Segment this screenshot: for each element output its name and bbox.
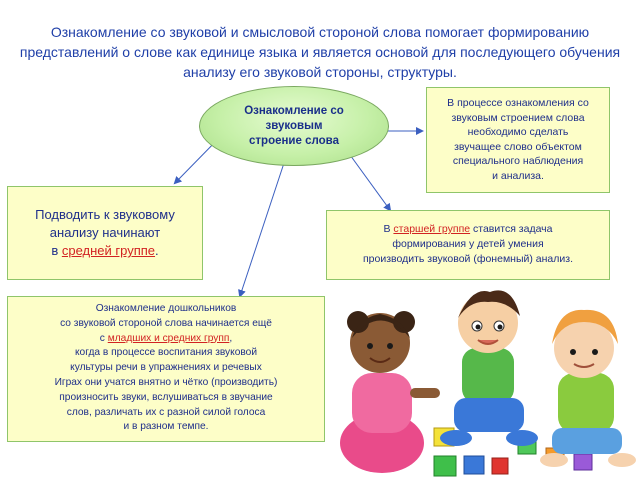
highlight-junior-groups: младших и средних групп bbox=[107, 332, 230, 344]
block-red bbox=[492, 458, 508, 474]
block-blue bbox=[464, 456, 484, 474]
highlight-senior-group: старшей группе bbox=[393, 223, 471, 235]
block-green-left bbox=[434, 456, 456, 476]
center-concept-text: Ознакомление со звуковым строение слова bbox=[244, 104, 344, 147]
arrow-to-bottom-box bbox=[240, 160, 285, 296]
boy-center-figure bbox=[440, 290, 538, 446]
boy-right-figure bbox=[540, 310, 636, 467]
block-purple bbox=[574, 454, 592, 470]
box-bottom: Ознакомление дошкольников со звуковой стороной слова начинается ещё с младших и средних групп, когда в процессе воспитания звуковой культуры речи в упражнениях и речевых Играх они учатся внятно и чётко (производить) произносить звуки, вслушиваться в звучание слов, различать их с разной силой голоса и в разном темпе. bbox=[7, 296, 325, 442]
box-right-top: В процессе ознакомления со звуковым строением слова необходимо сделать звучащее слово объектом специального наблюдения и анализа. bbox=[426, 87, 610, 193]
girl-figure bbox=[340, 311, 440, 473]
highlight-middle-group: средней группе bbox=[61, 243, 156, 258]
box-right-mid: В старшей группе ставится задача формирования у детей умения производить звуковой (фонемный) анализ. bbox=[326, 210, 610, 280]
children-playing-illustration bbox=[322, 278, 640, 480]
page-title: Ознакомление со звуковой и смысловой стороной слова помогает формированию представлений о слове как единице языка и является основой для последующего обучения анализу его звуковой стороны, структуры. bbox=[19, 24, 621, 80]
center-concept-ellipse bbox=[199, 86, 389, 166]
box-left-mid: Подводить к звуковому анализу начинают в средней группе. bbox=[7, 186, 203, 280]
